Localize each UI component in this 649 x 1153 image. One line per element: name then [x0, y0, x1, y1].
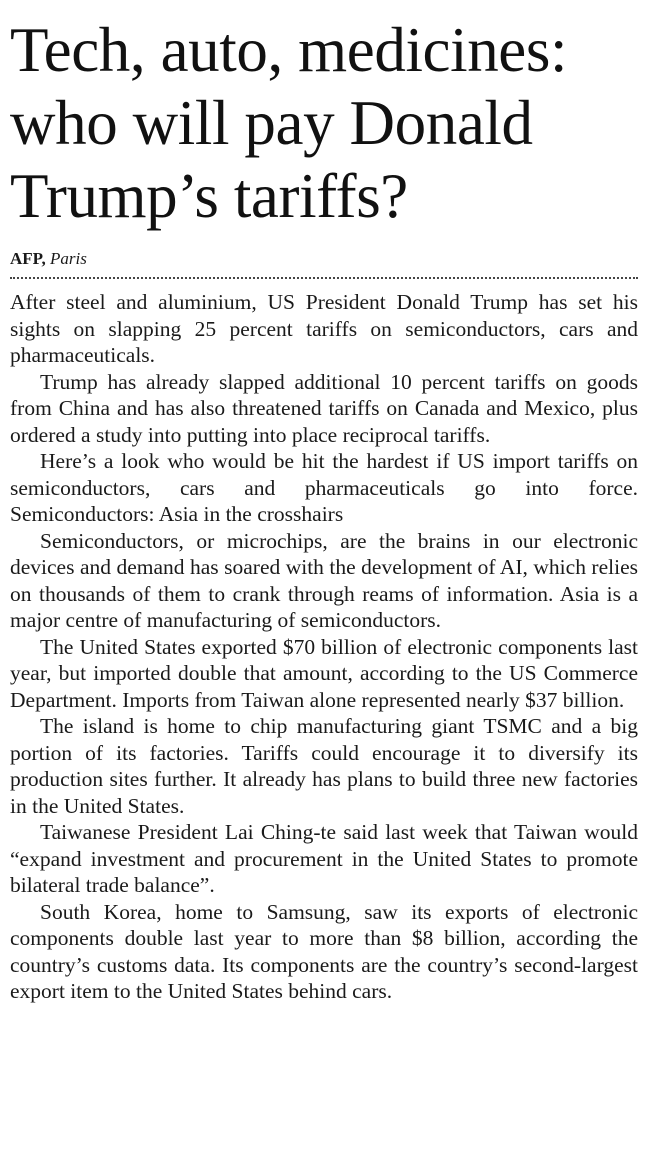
article-paragraph: South Korea, home to Samsung, saw its exports of electronic components double last year to more than $8 billion, according the country’s customs data. Its components are the country’s second-largest export item to the United States behind cars.	[10, 899, 638, 1003]
article-paragraph: Semiconductors, or microchips, are the brains in our electronic devices and demand has soared with the development of AI, which relies on thousands of them to crank through reams of information. Asia is a major centre of manufacturing of semiconductors.	[10, 528, 638, 632]
article-paragraph: Taiwanese President Lai Ching-te said last week that Taiwan would “expand investment and procurement in the United States to promote bilateral trade balance”.	[10, 820, 638, 897]
article-paragraph: Here’s a look who would be hit the hardest if US import tariffs on semiconductors, cars and pharmaceuticals go into force. Semiconductors: Asia in the crosshairs	[10, 449, 638, 526]
article-body	[10, 289, 638, 1005]
news-article	[10, 14, 638, 1005]
article-paragraph: Trump has already slapped additional 10 percent tariffs on goods from China and has also threatened tariffs on Canada and Mexico, plus ordered a study into putting into place reciprocal tariffs.	[10, 369, 638, 447]
dotted-divider	[10, 277, 638, 279]
article-paragraph: The United States exported $70 billion of electronic components last year, but imported double that amount, according to the US Commerce Department. Imports from Taiwan alone represented nearly $37 billion.	[10, 634, 638, 712]
byline	[10, 247, 638, 271]
article-headline: Tech, auto, medicines: who will pay Donald Trump’s tariffs?	[10, 15, 568, 231]
byline-location: Paris	[50, 249, 87, 268]
article-paragraph: The island is home to chip manufacturing giant TSMC and a big portion of its factories. Tariffs could encourage it to diversify its production sites further. It already has plans to build three new factories in the United States.	[10, 714, 638, 818]
article-paragraph: After steel and aluminium, US President Donald Trump has set his sights on slapping 25 percent tariffs on semiconductors, cars and pharmaceuticals.	[10, 290, 638, 367]
byline-agency: AFP,	[10, 249, 46, 268]
